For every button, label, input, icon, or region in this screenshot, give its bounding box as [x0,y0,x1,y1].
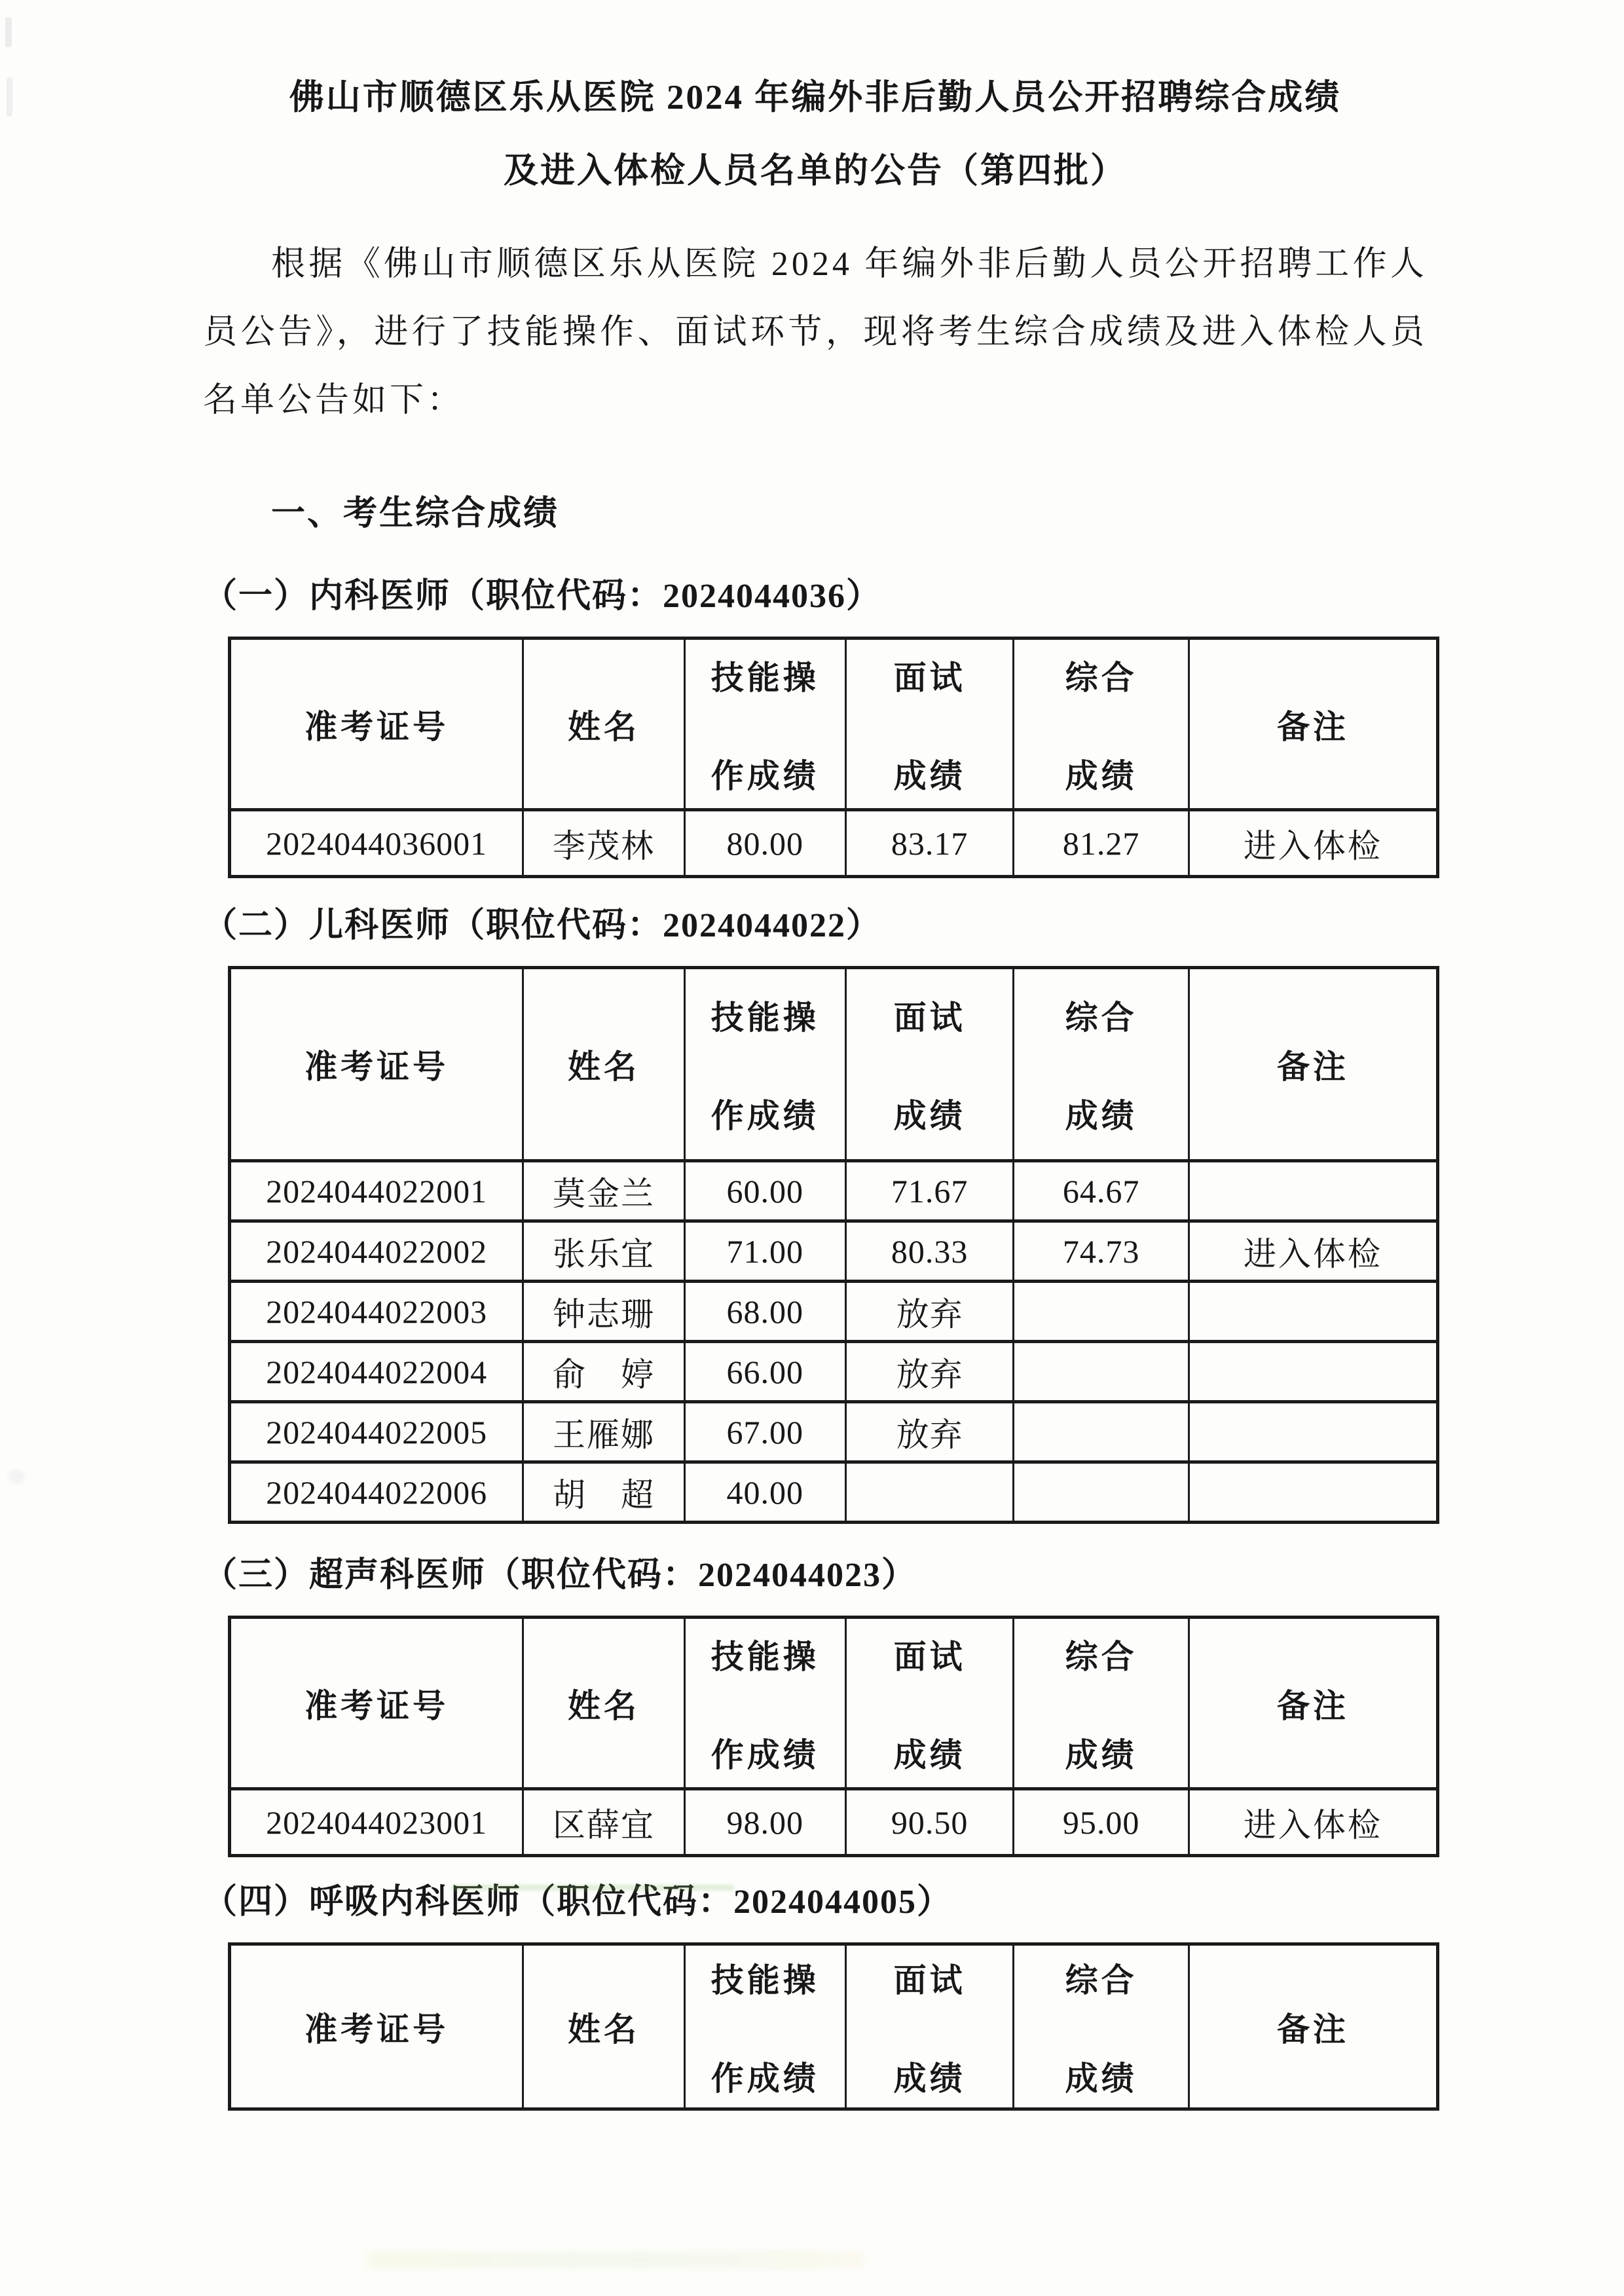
col-header-skill-line1: 技能操 [710,1961,819,1999]
section-heading: 一、考生综合成绩 [271,495,560,532]
col-header-composite-line1: 综合 [1065,1961,1137,1999]
table-row [230,1462,1438,1523]
table-header-row [230,639,1438,810]
cell-interview-score: 90.50 [845,1789,1013,1856]
cell-composite-score: 95.00 [1014,1789,1189,1856]
cell-composite-score [1014,1402,1189,1462]
col-header-skill-line1: 技能操 [710,999,819,1036]
cell-exam-id: 2024044022004 [230,1342,523,1402]
cell-composite-score [1014,1282,1189,1342]
cell-name: 王雁娜 [523,1402,684,1462]
col-header-name: 姓名 [523,1944,684,2109]
col-header-interview-line2: 成绩 [893,1098,966,1134]
cell-remark: 进入体检 [1189,1221,1437,1282]
col-header-composite-line1: 综合 [1065,999,1137,1036]
intro-paragraph: 根据《佛山市顺德区乐从医院 2024 年编外非后勤人员公开招聘工作人员公告》，进行了技能操作、面试环节，现将考生综合成绩及进入体检人员名单公告如下： [203,246,1428,419]
cell-exam-id: 2024044036001 [230,810,523,877]
col-header-skill-score [684,1944,845,2109]
scan-artifact [5,17,12,47]
col-header-interview-line1: 面试 [893,1638,966,1675]
cell-interview-score [845,1462,1013,1523]
col-header-name: 姓名 [523,968,684,1161]
col-header-interview-line1: 面试 [893,999,966,1036]
col-header-skill-line2: 作成绩 [710,2060,819,2097]
table-row [230,1161,1438,1221]
cell-skill-score: 60.00 [684,1161,845,1221]
col-header-composite-score [1014,968,1189,1161]
cell-interview-score: 71.67 [845,1161,1013,1221]
cell-interview-score: 放弃 [845,1282,1013,1342]
cell-composite-score [1014,1342,1189,1402]
col-header-remark: 备注 [1189,639,1437,810]
col-header-remark: 备注 [1189,1618,1437,1789]
cell-exam-id: 2024044022006 [230,1462,523,1523]
cell-remark [1189,1161,1437,1221]
col-header-skill-line2: 作成绩 [710,757,819,794]
col-header-composite-score [1014,1618,1189,1789]
cell-remark [1189,1342,1437,1402]
table-row [230,1789,1438,1856]
col-header-composite-line2: 成绩 [1065,757,1137,794]
cell-name: 李茂林 [523,810,684,877]
col-header-composite-line2: 成绩 [1065,1098,1137,1134]
cell-remark: 进入体检 [1189,1789,1437,1856]
col-header-interview-line2: 成绩 [893,2060,966,2097]
cell-remark [1189,1402,1437,1462]
cell-skill-score: 67.00 [684,1402,845,1462]
score-table-internal-medicine [228,637,1439,878]
cell-skill-score: 40.00 [684,1462,845,1523]
col-header-remark: 备注 [1189,968,1437,1161]
score-table-ultrasound [228,1616,1439,1857]
cell-remark [1189,1282,1437,1342]
table-row [230,1282,1438,1342]
col-header-interview-line2: 成绩 [893,1736,966,1773]
subsection-2-heading: （二）儿科医师（职位代码：2024044022） [203,907,882,944]
cell-skill-score: 80.00 [684,810,845,877]
cell-skill-score: 71.00 [684,1221,845,1282]
cell-composite-score [1014,1462,1189,1523]
cell-skill-score: 68.00 [684,1282,845,1342]
col-header-interview-score [845,1618,1013,1789]
col-header-composite-line2: 成绩 [1065,1736,1137,1773]
col-header-name: 姓名 [523,1618,684,1789]
cell-composite-score: 81.27 [1014,810,1189,877]
cell-exam-id: 2024044022001 [230,1161,523,1221]
col-header-composite-line2: 成绩 [1065,2060,1137,2097]
cell-exam-id: 2024044022002 [230,1221,523,1282]
col-header-interview-score [845,968,1013,1161]
cell-remark [1189,1462,1437,1523]
cell-name: 钟志珊 [523,1282,684,1342]
scan-artifact [367,2251,864,2268]
score-table-respiratory [228,1942,1439,2111]
subsection-1-heading: （一）内科医师（职位代码：2024044036） [203,578,882,615]
col-header-composite-score [1014,639,1189,810]
cell-exam-id: 2024044022003 [230,1282,523,1342]
document-title-line1: 佛山市顺德区乐从医院 2024 年编外非后勤人员公开招聘综合成绩 [289,79,1342,117]
cell-remark: 进入体检 [1189,810,1437,877]
subsection-4-heading: （四）呼吸内科医师（职位代码：2024044005） [203,1883,953,1921]
cell-skill-score: 66.00 [684,1342,845,1402]
col-header-skill-line2: 作成绩 [710,1098,819,1134]
cell-interview-score: 放弃 [845,1342,1013,1402]
col-header-skill-score [684,968,845,1161]
col-header-exam-id: 准考证号 [230,1618,523,1789]
col-header-interview-score [845,639,1013,810]
col-header-interview-line1: 面试 [893,1961,966,1999]
col-header-exam-id: 准考证号 [230,639,523,810]
col-header-remark: 备注 [1189,1944,1437,2109]
table-header-row [230,1944,1438,2109]
col-header-exam-id: 准考证号 [230,1944,523,2109]
cell-name: 莫金兰 [523,1161,684,1221]
cell-interview-score: 83.17 [845,810,1013,877]
col-header-name: 姓名 [523,639,684,810]
cell-composite-score: 74.73 [1014,1221,1189,1282]
col-header-skill-score [684,639,845,810]
col-header-composite-score [1014,1944,1189,2109]
table-row [230,1342,1438,1402]
col-header-composite-line1: 综合 [1065,659,1137,696]
col-header-exam-id: 准考证号 [230,968,523,1161]
cell-name: 胡 超 [523,1462,684,1523]
cell-name: 俞 婷 [523,1342,684,1402]
col-header-skill-score [684,1618,845,1789]
cell-interview-score: 80.33 [845,1221,1013,1282]
cell-name: 区薛宜 [523,1789,684,1856]
col-header-composite-line1: 综合 [1065,1638,1137,1675]
cell-exam-id: 2024044023001 [230,1789,523,1856]
subsection-3-heading: （三）超声科医师（职位代码：2024044023） [203,1557,917,1594]
col-header-interview-score [845,1944,1013,2109]
document-title-line2: 及进入体检人员名单的公告（第四批） [504,152,1127,190]
cell-composite-score: 64.67 [1014,1161,1189,1221]
document-content [0,76,1624,2111]
col-header-skill-line1: 技能操 [710,659,819,696]
table-row [230,1221,1438,1282]
table-row [230,810,1438,877]
cell-exam-id: 2024044022005 [230,1402,523,1462]
col-header-skill-line2: 作成绩 [710,1736,819,1773]
cell-skill-score: 98.00 [684,1789,845,1856]
score-table-pediatrics [228,966,1439,1524]
table-header-row [230,968,1438,1161]
cell-interview-score: 放弃 [845,1402,1013,1462]
col-header-skill-line1: 技能操 [710,1638,819,1675]
col-header-interview-line1: 面试 [893,659,966,696]
table-row [230,1402,1438,1462]
col-header-interview-line2: 成绩 [893,757,966,794]
table-header-row [230,1618,1438,1789]
cell-name: 张乐宜 [523,1221,684,1282]
